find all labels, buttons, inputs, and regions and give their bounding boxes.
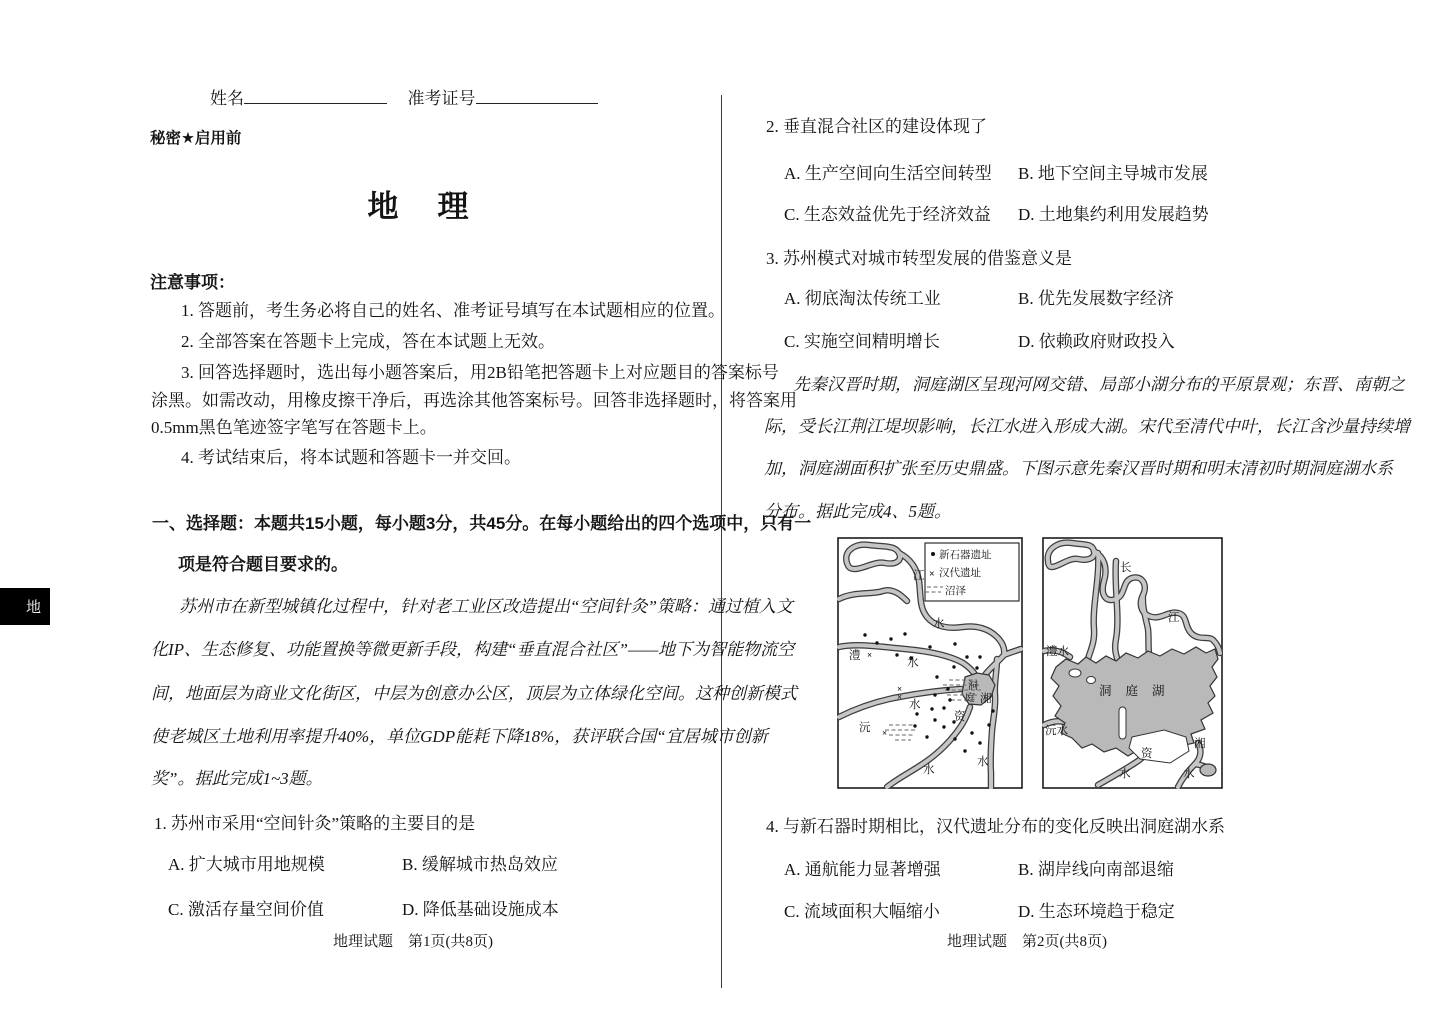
question-1-option-a: A. 扩大城市用地规模 <box>168 855 325 874</box>
candidate-header <box>210 88 598 109</box>
page-1-footer: 地理试题 第1页(共8页) <box>333 934 493 950</box>
passage-line: 间，地面层为商业文化街区，中层为创意办公区，顶层为立体绿化空间。这种创新模式 <box>151 684 797 703</box>
label-yuan-shui: 沅水 <box>1045 725 1068 737</box>
passage-line: 苏州市在新型城镇化过程中，针对老工业区改造提出“空间针灸”策略：通过植入文 <box>179 597 793 616</box>
han-site-icon: × <box>929 569 935 580</box>
label-jiang: 江 <box>913 570 925 582</box>
page-2-footer: 地理试题 第2页(共8页) <box>947 934 1107 950</box>
question-3-option-b: B. 优先发展数字经济 <box>1018 289 1174 308</box>
label-li-shui: 水 <box>907 657 919 669</box>
small-pond <box>1200 764 1216 776</box>
label-yuan: 沅 <box>859 722 871 734</box>
rivers <box>1044 543 1220 787</box>
label-chang: 长 <box>1120 562 1132 574</box>
label-dong: 洞 <box>968 681 978 692</box>
passage-line: 际，受长江荆江堤坝影响，长江水进入形成大湖。宋代至清代中叶，长江含沙量持续增 <box>764 417 1410 436</box>
label-li: 澧 <box>849 650 861 662</box>
question-2-option-a: A. 生产空间向生活空间转型 <box>784 164 992 183</box>
map-legend <box>925 543 1019 601</box>
subject-edge-tab: 地 <box>0 588 50 625</box>
passage-line: 先秦汉晋时期，洞庭湖区呈现河网交错、局部小湖分布的平原景观；东晋、南朝之 <box>793 375 1405 394</box>
note-item: 3. 回答选择题时，选出每小题答案后，用2B铅笔把答题卡上对应题目的答案标号 <box>181 363 779 382</box>
question-2-option-c: C. 生态效益优先于经济效益 <box>784 205 991 224</box>
section-heading: 一、选择题：本题共15小题，每小题3分，共45分。在每小题给出的四个选项中，只有一 <box>152 514 812 533</box>
question-4-option-a: A. 通航能力显著增强 <box>784 860 941 879</box>
question-4-option-b: B. 湖岸线向南部退缩 <box>1018 860 1174 879</box>
note-item: 2. 全部答案在答题卡上完成，答在本试题上无效。 <box>181 332 555 351</box>
exam-id-blank <box>476 88 598 104</box>
secrecy-notice: 秘密★启用前 <box>150 130 242 147</box>
question-3-option-c: C. 实施空间精明增长 <box>784 332 940 351</box>
map-pre-qin-han-jin <box>837 537 1023 789</box>
map-late-ming-early-qing <box>1042 537 1223 789</box>
passage-line: 使老城区土地利用率提升40%，单位GDP能耗下降18%，获评联合国“宜居城市创新 <box>151 727 768 746</box>
label-zi-shui: 水 <box>923 764 935 776</box>
label-ting: 庭 <box>965 693 975 704</box>
svg-text:×: × <box>882 728 888 738</box>
passage-line: 奖”。据此完成1~3题。 <box>151 769 323 788</box>
legend-neolithic-label: 新石器遗址 <box>939 550 992 561</box>
question-3-option-a: A. 彻底淘汰传统工业 <box>784 289 941 308</box>
note-item: 0.5mm黑色笔迹签字笔写在答题卡上。 <box>151 418 437 437</box>
svg-text:×: × <box>897 692 903 702</box>
question-4-stem: 4. 与新石器时期相比，汉代遗址分布的变化反映出洞庭湖水系 <box>766 817 1225 836</box>
note-item: 4. 考试结束后，将本试题和答题卡一并交回。 <box>181 448 521 467</box>
note-item: 涂黑。如需改动，用橡皮擦干净后，再选涂其他答案标号。回答非选择题时，将答案用 <box>151 391 797 410</box>
svg-text:×: × <box>867 650 873 660</box>
page-divider <box>721 95 722 988</box>
map-late-ming-early-qing-svg <box>1042 537 1223 789</box>
question-2-option-d: D. 土地集约利用发展趋势 <box>1018 205 1209 224</box>
label-yuan-shui: 水 <box>909 699 921 711</box>
label-zi: 资 <box>1141 748 1153 760</box>
question-2-option-b: B. 地下空间主导城市发展 <box>1018 164 1208 183</box>
label-jiang-shui: 水 <box>933 618 945 630</box>
label-xiang-shui: 水 <box>1183 768 1195 780</box>
section-heading-cont: 项是符合题目要求的。 <box>178 555 348 574</box>
label-xiang: 湘 <box>980 693 992 705</box>
legend-marsh-label: 沼泽 <box>945 586 966 597</box>
question-3-stem: 3. 苏州模式对城市转型发展的借鉴意义是 <box>766 249 1072 268</box>
exam-id-label: 准考证号 <box>407 89 476 108</box>
note-item: 1. 答题前，考生务必将自己的姓名、准考证号填写在本试题相应的位置。 <box>181 301 725 320</box>
question-4-option-d: D. 生态环境趋于稳定 <box>1018 902 1175 921</box>
lake-island <box>1087 677 1096 684</box>
question-4-option-c: C. 流域面积大幅缩小 <box>784 902 940 921</box>
lake-island <box>1119 707 1126 739</box>
map-pre-qin-han-jin-svg <box>837 537 1023 789</box>
label-zi: 资 <box>954 711 966 723</box>
passage-line: 加，洞庭湖面积扩张至历史鼎盛。下图示意先秦汉晋时期和明末清初时期洞庭湖水系 <box>764 459 1393 478</box>
passage-line: 化IP、生态修复、功能置换等微更新手段，构建“垂直混合社区”——地下为智能物流空 <box>151 640 795 659</box>
question-2-stem: 2. 垂直混合社区的建设体现了 <box>766 117 987 136</box>
question-1-option-b: B. 缓解城市热岛效应 <box>402 855 558 874</box>
svg-text:×: × <box>897 684 903 694</box>
question-3-option-d: D. 依赖政府财政投入 <box>1018 332 1175 351</box>
lake-island <box>1069 669 1081 677</box>
question-1-option-d: D. 降低基础设施成本 <box>402 900 559 919</box>
legend-han-label: 汉代遗址 <box>939 568 981 579</box>
notes-heading: 注意事项： <box>150 273 235 292</box>
name-label: 姓名 <box>210 89 244 108</box>
neolithic-site-icon <box>931 552 935 556</box>
label-jiang: 江 <box>1168 612 1180 624</box>
label-zi-shui: 水 <box>1119 768 1131 780</box>
passage-line: 分布。据此完成4、5题。 <box>764 502 951 521</box>
question-1-option-c: C. 激活存量空间价值 <box>168 900 324 919</box>
paper-title: 地 理 <box>367 189 473 224</box>
question-1-stem: 1. 苏州市采用“空间针灸”策略的主要目的是 <box>154 814 476 833</box>
label-li-shui: 澧水 <box>1046 646 1069 658</box>
label-xiang-shui: 水 <box>977 756 989 768</box>
name-blank <box>244 88 387 104</box>
label-xiang: 湘 <box>1194 738 1206 750</box>
label-dongting-lake: 洞庭湖 <box>1099 684 1179 698</box>
